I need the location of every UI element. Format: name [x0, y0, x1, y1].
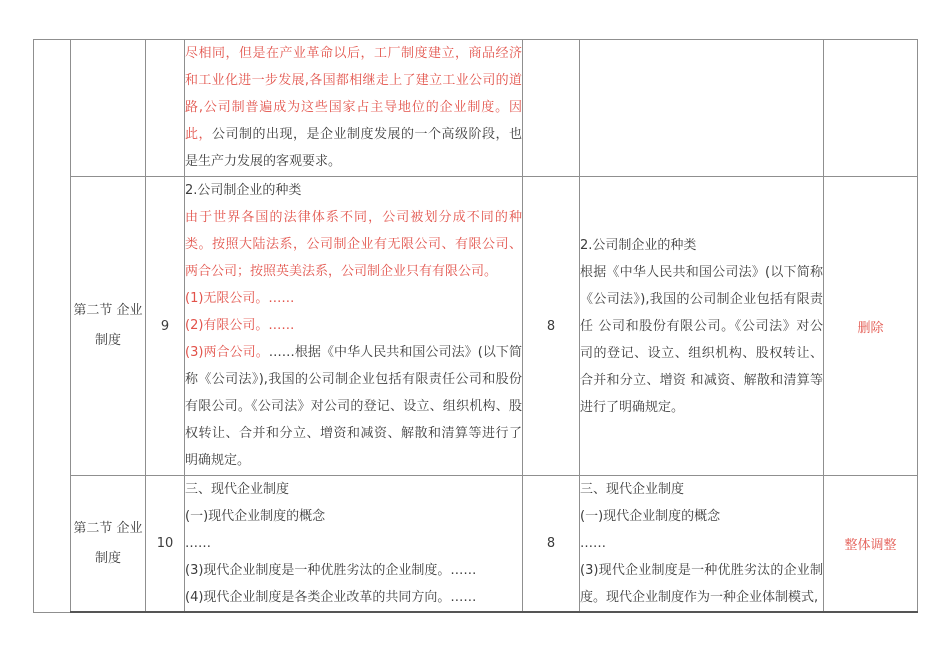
- body-text: 公司制的出现，是企业制度发展的一个高级阶段，也是生产力发展的客观要求。: [185, 127, 522, 169]
- paragraph: [185, 584, 522, 611]
- spacer-cell: [34, 40, 71, 613]
- paragraph: [185, 503, 522, 530]
- action-cell: [824, 40, 918, 177]
- section-cell: 第二节 企业制度: [71, 476, 146, 613]
- paragraph: [185, 204, 522, 285]
- paragraph: [185, 40, 522, 175]
- revised-content-cell: [580, 177, 824, 476]
- revised-text-block: [580, 232, 823, 421]
- body-text: ……根据《中华人民共和国公司法》(以下简称《公司法》),我国的公司制企业包括有限责任公司和股份有限公司。《公司法》对公司的登记、设立、组织机构、股权转让、合并和分立、增资和减资、解散和清算等进行了明确规定。: [185, 345, 522, 468]
- revised-page-number-cell: [523, 40, 580, 177]
- body-text: (3)现代企业制度是一种优胜劣汰的企业制度。……: [185, 563, 477, 578]
- revision-marked-text: (3)两合公司。: [185, 345, 269, 360]
- original-text-block: [185, 476, 522, 611]
- page-number-cell: [146, 40, 185, 177]
- paragraph: [185, 285, 522, 312]
- revised-content-cell: [580, 40, 824, 177]
- body-text: 2.公司制企业的种类: [580, 237, 697, 253]
- paragraph: [580, 259, 823, 421]
- paragraph: [185, 177, 522, 204]
- body-text: (3)现代企业制度是一种优胜劣汰的企业制度。现代企业制度作为一种企业体制模式,: [580, 563, 823, 605]
- original-content-cell: [185, 476, 523, 613]
- body-text: 2.公司制企业的种类: [185, 183, 302, 198]
- paragraph: [580, 503, 823, 530]
- revision-marked-text: (1)无限公司。……: [185, 291, 295, 306]
- paragraph: [185, 339, 522, 474]
- revision-comparison-table: [33, 39, 918, 613]
- paragraph: [185, 312, 522, 339]
- paragraph: [580, 530, 823, 557]
- original-content-cell: [185, 177, 523, 476]
- section-cell: 第二节 企业制度: [71, 177, 146, 476]
- body-text: (一)现代企业制度的概念: [185, 509, 326, 524]
- action-cell: 删除: [824, 177, 918, 476]
- page-number-cell: 10: [146, 476, 185, 613]
- paragraph: [185, 476, 522, 503]
- revision-marked-text: 由于世界各国的法律体系不同，公司被划分成不同的种类。按照大陆法系，公司制企业有无限公司、有限公司、两合公司；按照英美法系，公司制企业只有有限公司。: [185, 210, 522, 279]
- original-text-block: [185, 177, 522, 474]
- table-row: [34, 40, 918, 177]
- body-text: 三、现代企业制度: [185, 482, 290, 497]
- revised-content-cell: [580, 476, 824, 613]
- paragraph: [185, 557, 522, 584]
- body-text: (4)现代企业制度是各类企业改革的共同方向。……: [185, 590, 477, 605]
- paragraph: [580, 232, 823, 259]
- original-text-block: [185, 40, 522, 175]
- paragraph: [580, 476, 823, 503]
- original-content-cell: [185, 40, 523, 177]
- revised-page-number-cell: 8: [523, 177, 580, 476]
- revised-page-number-cell: 8: [523, 476, 580, 613]
- revised-text-block: [580, 476, 823, 611]
- paragraph: [580, 557, 823, 611]
- revision-marked-text: (2)有限公司。……: [185, 318, 295, 333]
- revision-marked-text: 尽相同，但是在产业革命以后，工厂制度建立，商品经济和工业化进一步发展,各国都相继走上了建立工业公司的道路,公司制普遍成为这些国家占主导地位的企业制度。因此，: [185, 46, 522, 142]
- body-text: 三、现代企业制度: [580, 482, 685, 497]
- body-text: 根据《中华人民共和国公司法》(以下简称《公司法》),我国的公司制企业包括有限责任 公司和股份有限公司。《公司法》对公司的登记、设立、组织机构、股权转让、合并和分立、增资 和减资、解散和清算等进行了明确规定。: [580, 264, 823, 415]
- table-row: [34, 177, 918, 476]
- body-text: ……: [185, 536, 211, 551]
- table-row: [34, 476, 918, 613]
- section-cell: [71, 40, 146, 177]
- paragraph: [185, 530, 522, 557]
- action-cell: 整体调整: [824, 476, 918, 613]
- page-number-cell: 9: [146, 177, 185, 476]
- body-text: ……: [580, 536, 606, 551]
- body-text: (一)现代企业制度的概念: [580, 509, 721, 524]
